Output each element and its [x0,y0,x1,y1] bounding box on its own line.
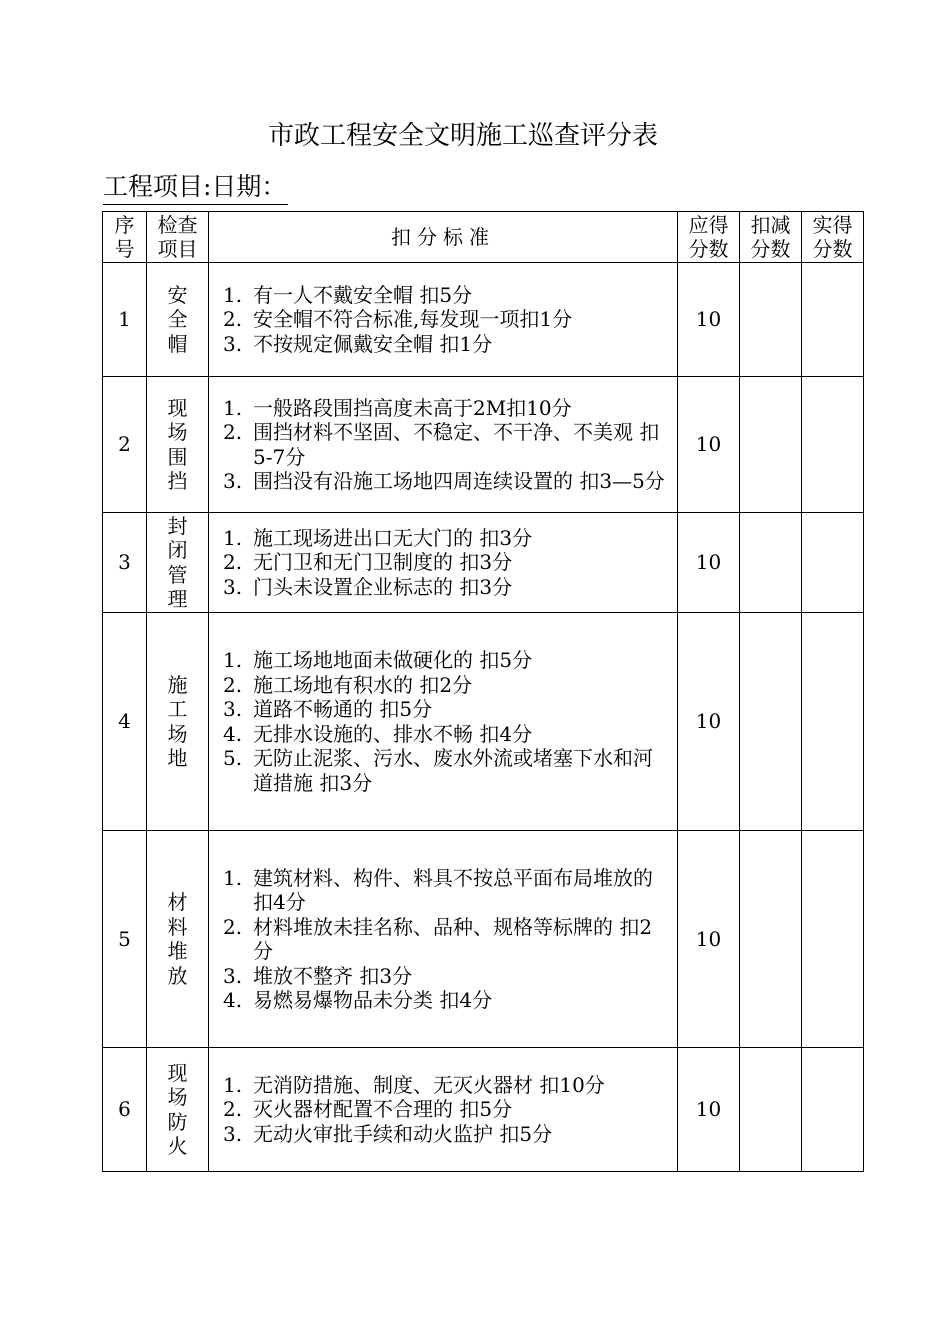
criteria-text: 施工场地有积水的 扣2分 [253,672,473,697]
criteria-number: 3. [223,697,243,721]
criteria-number: 5. [223,746,243,770]
row-criteria [209,613,678,831]
criteria-text: 道路不畅通的 扣5分 [253,697,433,721]
criteria-text: 门头未设置企业标志的 扣3分 [253,574,513,599]
row-actual-score[interactable] [802,613,864,831]
criteria-text: 一般路段围挡高度未高于2M扣10分 [253,395,572,420]
header-deduct-line2: 分数 [750,237,791,261]
criteria-number: 3. [223,1121,243,1146]
row-deduct-score[interactable] [740,513,802,613]
criteria-number: 4. [223,988,243,1012]
header-criteria: 扣分标准 [209,212,678,263]
row-seq: 6 [103,1048,147,1172]
criteria-item [223,1097,671,1122]
criteria-list [223,866,671,1013]
row-check-item [147,613,209,831]
criteria-item [223,1122,671,1147]
criteria-list [223,1073,671,1147]
criteria-text: 易燃易爆物品未分类 扣4分 [253,988,493,1012]
table-row [103,377,864,513]
criteria-text: 安全帽不符合标准,每发现一项扣1分 [253,307,573,332]
header-actual-line1: 实得 [812,213,853,237]
row-check-item-label: 封闭管理 [167,513,188,611]
criteria-item [223,1073,671,1098]
row-check-item [147,513,209,613]
criteria-number: 1. [223,865,243,890]
row-check-item-label: 现场防火 [167,1060,188,1158]
criteria-number: 4. [223,721,243,746]
header-item-line2: 项目 [157,237,198,261]
criteria-number: 3. [223,574,243,599]
row-seq: 2 [103,377,147,513]
row-criteria [209,513,678,613]
row-check-item [147,263,209,377]
criteria-text: 施工现场进出口无大门的 扣3分 [253,525,533,550]
row-full-score: 10 [678,613,740,831]
row-check-item [147,377,209,513]
criteria-number: 2. [223,550,243,575]
row-seq: 1 [103,263,147,377]
criteria-text: 有一人不戴安全帽 扣5分 [253,282,473,307]
header-actual-score [802,212,864,263]
header-item-line1: 检查 [157,213,198,237]
row-criteria [209,831,678,1048]
header-actual-line2: 分数 [812,237,853,261]
table-row [103,1048,864,1172]
row-full-score: 10 [678,513,740,613]
row-full-score: 10 [678,377,740,513]
row-actual-score[interactable] [802,513,864,613]
table-row [103,613,864,831]
criteria-list [223,396,671,494]
criteria-text: 无消防措施、制度、无灭火器材 扣10分 [253,1072,605,1097]
table-row [103,263,864,377]
criteria-number: 2. [223,420,243,444]
row-actual-score[interactable] [802,377,864,513]
criteria-item [223,283,671,308]
header-full-line1: 应得 [688,213,729,237]
table-body [103,263,864,1172]
header-item [147,212,209,263]
criteria-item [223,526,671,551]
row-seq: 3 [103,513,147,613]
criteria-text: 围挡材料不坚固、不稳定、不干净、不美观 扣5-7分 [253,420,660,469]
row-check-item-label: 现场围挡 [167,395,188,493]
row-check-item [147,1048,209,1172]
row-check-item-label: 施工场地 [167,672,188,770]
criteria-text: 无排水设施的、排水不畅 扣4分 [253,721,533,746]
criteria-list [223,283,671,357]
criteria-number: 1. [223,395,243,420]
criteria-text: 灭火器材配置不合理的 扣5分 [253,1097,513,1122]
criteria-item [223,396,671,421]
criteria-number: 1. [223,648,243,672]
criteria-number: 2. [223,914,243,939]
row-criteria [209,263,678,377]
criteria-number: 3. [223,469,243,493]
header-full-score [678,212,740,263]
criteria-text: 无防止泥浆、污水、废水外流或堵塞下水和河道措施 扣3分 [253,746,653,795]
table-row [103,513,864,613]
criteria-number: 2. [223,307,243,332]
criteria-number: 3. [223,331,243,356]
page-title: 市政工程安全文明施工巡查评分表 [267,121,658,151]
row-seq: 4 [103,613,147,831]
criteria-item [223,550,671,575]
row-deduct-score[interactable] [740,831,802,1048]
row-actual-score[interactable] [802,1048,864,1172]
criteria-number: 3. [223,963,243,988]
project-date-line[interactable]: 工程项目:日期： [103,170,288,205]
row-criteria [209,1048,678,1172]
table-row [103,831,864,1048]
criteria-text: 无门卫和无门卫制度的 扣3分 [253,550,513,575]
criteria-item [223,307,671,332]
criteria-item [223,697,671,722]
criteria-text: 无动火审批手续和动火监护 扣5分 [253,1121,553,1146]
criteria-text: 不按规定佩戴安全帽 扣1分 [253,331,493,356]
header-full-line2: 分数 [688,237,729,261]
row-deduct-score[interactable] [740,377,802,513]
criteria-number: 1. [223,1072,243,1097]
row-full-score: 10 [678,263,740,377]
row-deduct-score[interactable] [740,263,802,377]
criteria-item [223,964,671,989]
header-row [103,212,864,263]
row-seq: 5 [103,831,147,1048]
row-actual-score[interactable] [802,263,864,377]
row-actual-score[interactable] [802,831,864,1048]
criteria-item [223,469,671,494]
criteria-number: 1. [223,525,243,550]
criteria-list [223,648,671,795]
criteria-item [223,988,671,1013]
criteria-item [223,746,671,795]
header-deduct-line1: 扣减 [750,213,791,237]
header-seq-line1: 序 [114,213,135,237]
criteria-item [223,915,671,964]
row-full-score: 10 [678,831,740,1048]
criteria-number: 2. [223,672,243,697]
criteria-item [223,332,671,357]
header-seq [103,212,147,263]
score-table [102,211,864,1172]
criteria-item [223,420,671,469]
row-check-item-label: 安全帽 [167,282,188,356]
criteria-item [223,648,671,673]
row-check-item [147,831,209,1048]
row-criteria [209,377,678,513]
criteria-text: 材料堆放未挂名称、品种、规格等标牌的 扣2分 [253,914,653,963]
criteria-number: 2. [223,1097,243,1122]
row-deduct-score[interactable] [740,613,802,831]
header-seq-line2: 号 [114,237,135,261]
criteria-text: 围挡没有沿施工场地四周连续设置的 扣3—5分 [253,469,665,493]
criteria-item [223,722,671,747]
row-full-score: 10 [678,1048,740,1172]
criteria-item [223,575,671,600]
criteria-item [223,866,671,915]
criteria-text: 施工场地地面未做硬化的 扣5分 [253,648,533,672]
criteria-item [223,673,671,698]
criteria-text: 建筑材料、构件、料具不按总平面布局堆放的 扣4分 [253,865,653,914]
criteria-number: 1. [223,282,243,307]
header-deduct-score [740,212,802,263]
criteria-text: 堆放不整齐 扣3分 [253,963,413,988]
criteria-list [223,526,671,600]
row-deduct-score[interactable] [740,1048,802,1172]
row-check-item-label: 材料堆放 [167,890,188,988]
